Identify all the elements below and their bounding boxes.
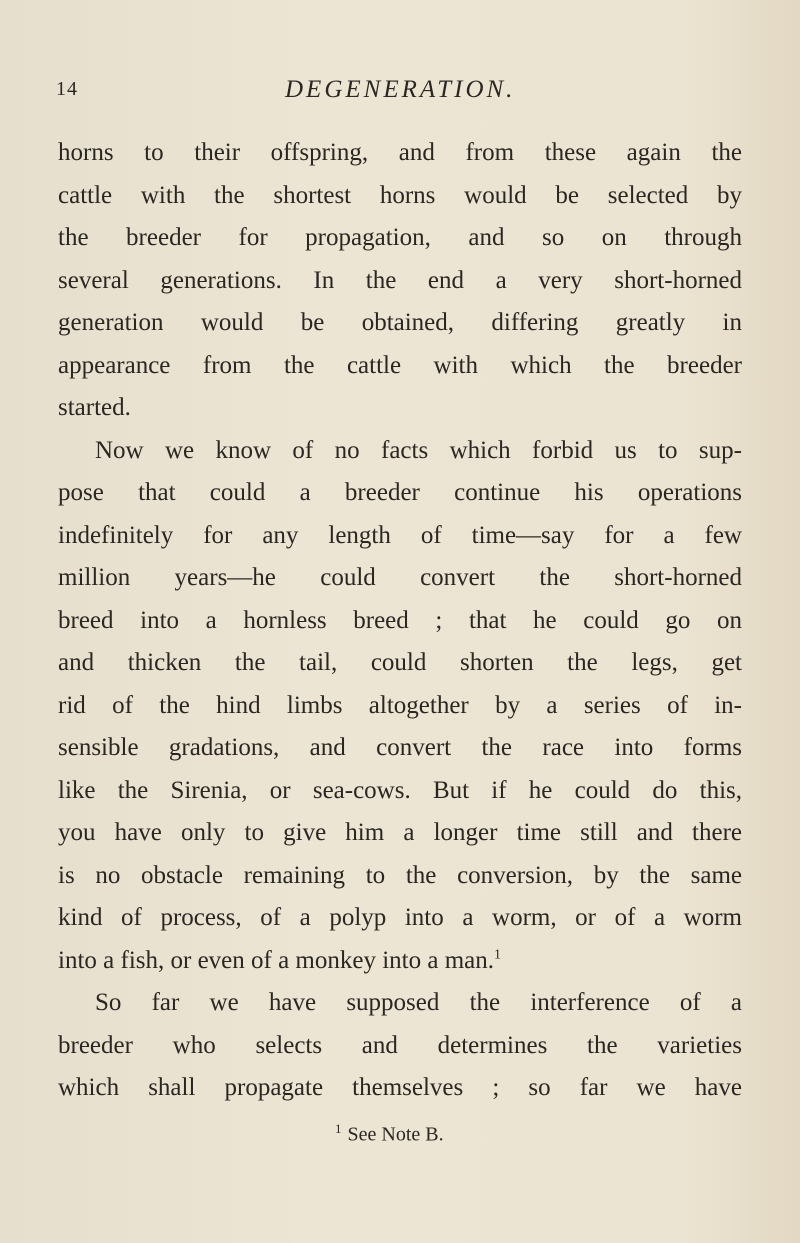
text-line: rid of the hind limbs altogether by a series of in-	[58, 691, 742, 719]
text-line-with-footnote	[58, 940, 742, 983]
footnote-mark: 1	[335, 1121, 342, 1136]
text-line: and thicken the tail, could shorten the legs, get	[58, 649, 742, 676]
text-line: breeder who selects and determines the varieties	[58, 1031, 742, 1059]
text-line: started.	[58, 394, 131, 421]
text-line: several generations. In the end a very short-horned	[58, 266, 742, 294]
page-number: 14	[56, 78, 78, 100]
text-line: So far we have supposed the interference of a	[95, 989, 742, 1016]
text-line: breed into a hornless breed ; that he could go on	[58, 606, 742, 634]
text-line: into a fish, or even of a monkey into a man.	[58, 946, 494, 974]
text-line: cattle with the shortest horns would be selected by	[58, 181, 742, 209]
text-line: kind of process, of a polyp into a worm, or of a worm	[58, 904, 742, 931]
text-line: appearance from the cattle with which the breeder	[58, 351, 742, 379]
footnote-text: See Note B.	[347, 1123, 444, 1146]
footnote	[335, 1121, 444, 1147]
body-text	[58, 132, 742, 1110]
text-line: sensible gradations, and convert the race into forms	[58, 734, 742, 761]
running-title: DEGENERATION.	[285, 76, 516, 103]
text-line: which shall propagate themselves ; so far we have	[58, 1074, 742, 1101]
text-line: indefinitely for any length of time—say for a few	[58, 521, 742, 549]
text-line: is no obstacle remaining to the conversion, by the same	[58, 861, 742, 889]
text-line: you have only to give him a longer time still and there	[58, 819, 742, 846]
text-line: like the Sirenia, or sea-cows. But if he could do this,	[58, 776, 742, 804]
text-line: the breeder for propagation, and so on through	[58, 224, 742, 251]
footnote-reference: 1	[494, 947, 501, 963]
text-line: generation would be obtained, differing greatly in	[58, 309, 742, 336]
running-head	[0, 74, 800, 114]
text-line: horns to their offspring, and from these again the	[58, 139, 742, 166]
text-line: pose that could a breeder continue his operations	[58, 479, 742, 506]
text-line: million years—he could convert the short-horned	[58, 564, 742, 591]
text-line: Now we know of no facts which forbid us to sup-	[95, 436, 742, 464]
